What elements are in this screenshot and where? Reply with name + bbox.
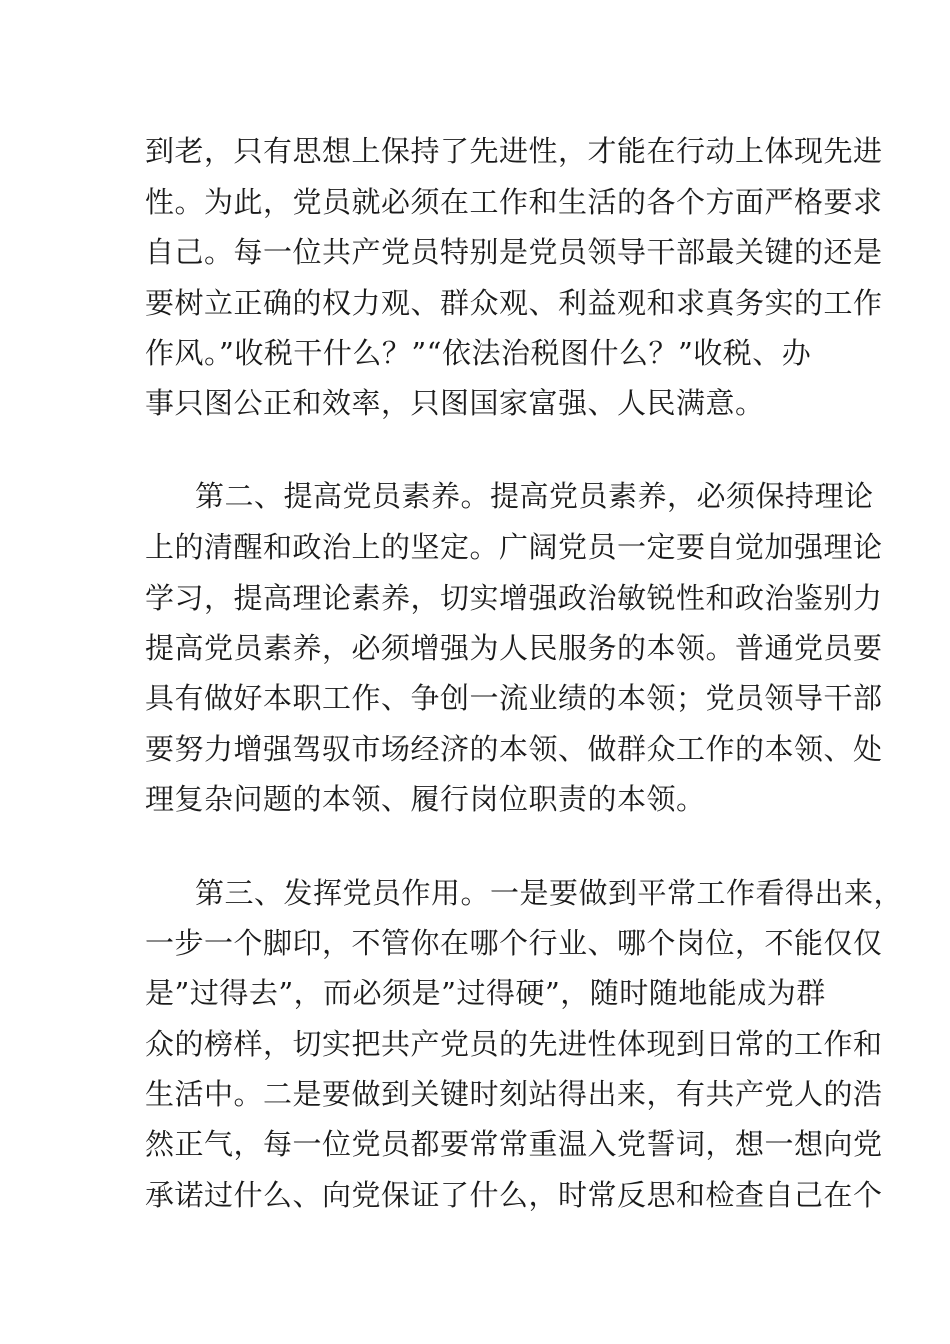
text-line: 众的榜样，切实把共产党员的先进性体现到日常的工作和 [145,1027,883,1061]
text-line: 学习，提高理论素养，切实增强政治敏锐性和政治鉴别力 [145,581,883,615]
text-line: 提高党员素养，必须增强为人民服务的本领。普通党员要 [145,631,883,665]
text-line: 自己。每一位共产党员特别是党员领导干部最关键的还是 [145,235,883,269]
text-line: 事只图公正和效率，只图国家富强、人民满意。 [145,386,765,420]
text-line: 上的清醒和政治上的坚定。广阔党员一定要自觉加强理论 [145,530,883,564]
text-line: 要努力增强驾驭市场经济的本领、做群众工作的本领、处 [145,732,883,766]
text-line: 要树立正确的权力观、群众观、利益观和求真务实的工作 [145,286,883,320]
text-line: 性。为此，党员就必须在工作和生活的各个方面严格要求 [145,185,883,219]
text-line: 具有做好本职工作、争创一流业绩的本领；党员领导干部 [145,681,883,715]
text-line: 生活中。二是要做到关键时刻站得出来，有共产党人的浩 [145,1077,883,1111]
text-line: 到老，只有思想上保持了先进性，才能在行动上体现先进 [145,134,883,168]
text-line: 然正气，每一位党员都要常常重温入党誓词，想一想向党 [145,1127,883,1161]
text-line: 是”过得去”，而必须是”过得硬”，随时随地能成为群 [145,976,826,1010]
text-line: 承诺过什么、向党保证了什么，时常反思和检查自己在个 [145,1178,883,1212]
text-line: 一步一个脚印，不管你在哪个行业、哪个岗位，不能仅仅 [145,926,883,960]
text-line: 理复杂问题的本领、履行岗位职责的本领。 [145,782,706,816]
text-line: 作风。”收税干什么？”“依法治税图什么？”收税、办 [145,336,812,370]
text-line: 第三、发挥党员作用。一是要做到平常工作看得出来， [195,876,904,910]
text-line: 第二、提高党员素养。提高党员素养，必须保持理论 [195,479,874,513]
